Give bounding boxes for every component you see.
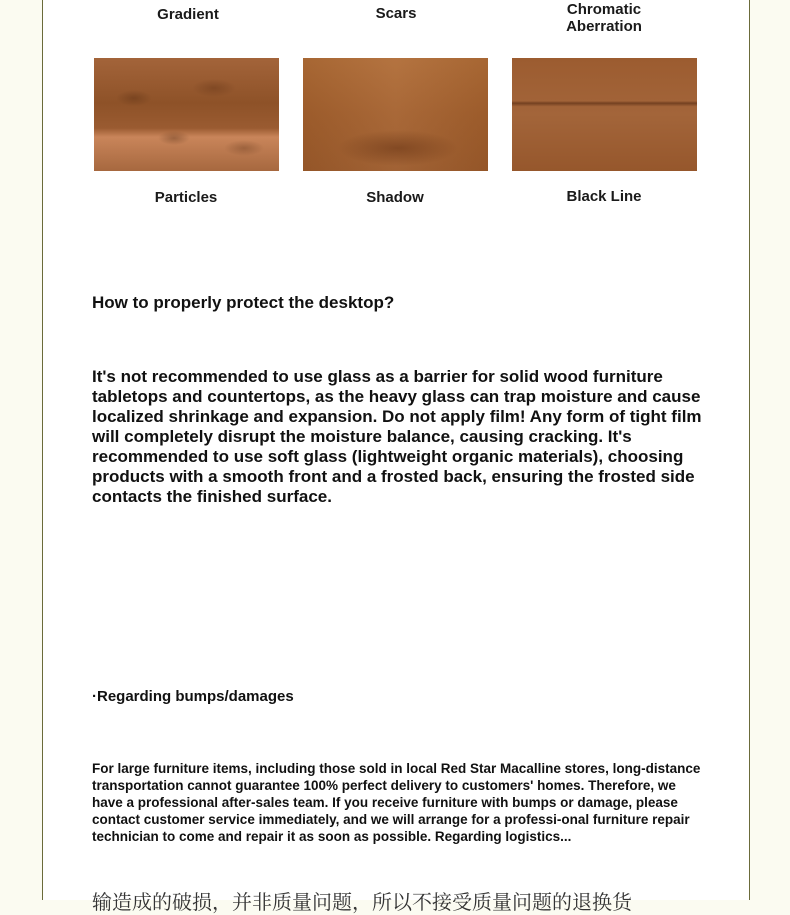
defect-label-gradient: Gradient — [157, 6, 219, 23]
wood-sample-particles — [94, 58, 279, 171]
defect-label-black-line: Black Line — [566, 188, 642, 205]
defect-label-particles: Particles — [154, 189, 218, 206]
protect-desktop-paragraph: It's not recommended to use glass as a barrier for solid wood furniture tabletops and countertops, as the heavy glass can trap moisture and cause localized shrinkage and expansion. Do not apply film! Any form of tight film will completely disrupt the moisture balance, causing cracking. It's recommended to use soft glass (lightweight organic materials), choosing products with a smooth front and a frosted back, ensuring the frosted side contacts the finished surface. — [92, 367, 702, 506]
product-detail-page — [42, 0, 750, 914]
defect-label-chromatic-aberration: Chromatic Aberration — [566, 1, 642, 35]
defect-label-scars: Scars — [375, 5, 417, 22]
damages-heading: ·Regarding bumps/damages — [92, 688, 294, 705]
damages-paragraph: For large furniture items, including those sold in local Red Star Macalline stores, long-distance transportation cannot guarantee 100% perfect delivery to customers' homes. Therefore, we have a professional after-sales team. If you receive furniture with bumps or damage, please contact customer service immediately, and we will arrange for a professi-onal furniture repair technician to come and repair it as soon as possible. Regarding logistics... — [92, 761, 701, 844]
defect-label-shadow: Shadow — [366, 189, 424, 206]
wood-sample-shadow — [303, 58, 488, 171]
wood-sample-black-line — [512, 58, 697, 171]
damages-chinese-text: 输造成的破损，并非质量问题，所以不接受质量问题的退换货 — [92, 890, 632, 914]
protect-desktop-heading: How to properly protect the desktop? — [92, 293, 395, 312]
